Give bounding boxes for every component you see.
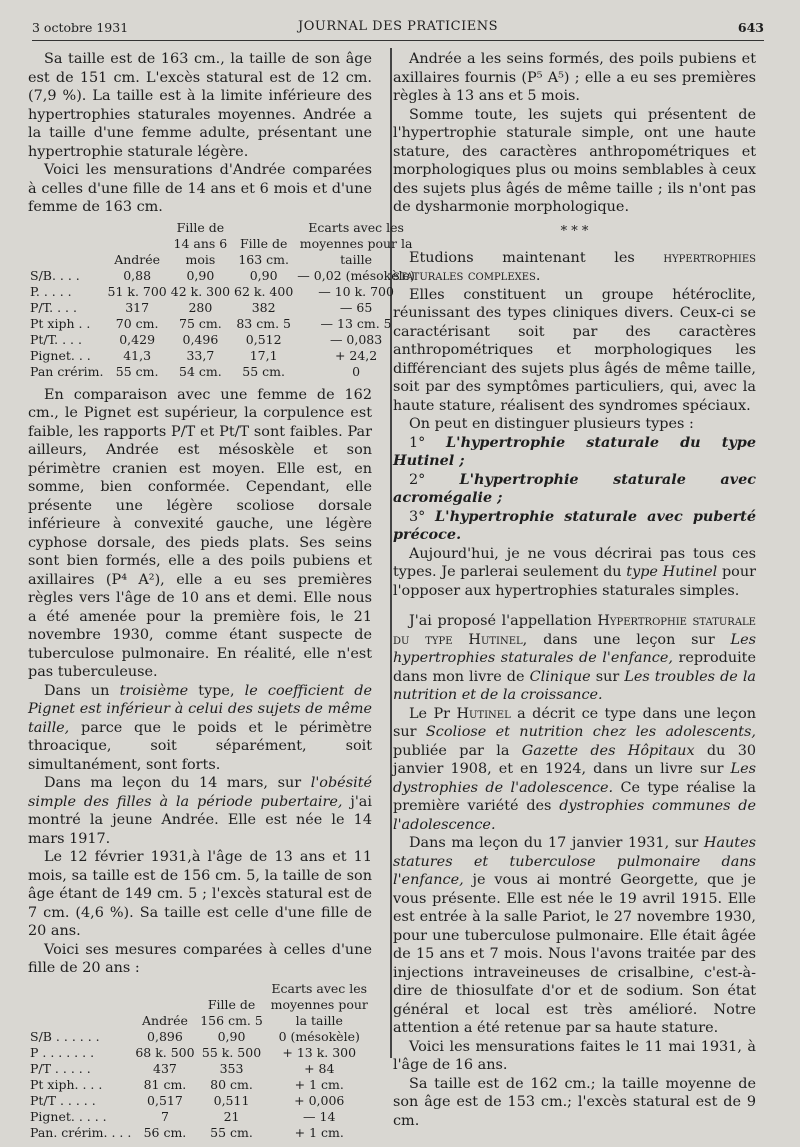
table-cell: — 10 k. 700 bbox=[318, 283, 394, 299]
text-run: a décrit ce type dans une leçon sur bbox=[393, 705, 757, 740]
table-cell: — 65 bbox=[339, 299, 373, 315]
list-text: L'hypertrophie staturale avec acromégalie ; bbox=[393, 470, 756, 506]
table-cell: 70 cm. bbox=[115, 315, 159, 331]
table-cell: 83 cm. 5 bbox=[236, 315, 291, 331]
list-text: L'hypertrophie staturale avec puberté précoce. bbox=[393, 507, 756, 543]
list-number: 1° bbox=[409, 434, 447, 451]
row-label: P. . . . . bbox=[30, 283, 72, 299]
text-run: je vous ai montré Georgette, que je vous présente. Elle est née le 19 avril 1915. Elle est entrée à la salle Pariot, le 27 novembre 1930, pour une tuberculose pulmonaire. Elle était âgée de 15 ans et 7 mois. Nous l'avons traitée par des injections intraveineuses de crisalbine, c'est-à-dire de thiosulfate d'or et de sodium. Son état général et local est très amélioré. Notre attention a été retenue par sa haute stature. bbox=[393, 872, 756, 1036]
paragraph bbox=[393, 545, 756, 601]
row-label: Pt/T. . . . bbox=[30, 331, 82, 347]
list-item bbox=[393, 508, 756, 545]
text-run: Etudions maintenant les bbox=[409, 249, 635, 266]
row-label: Pan. crérim. . . . bbox=[30, 1124, 132, 1140]
table-cell: — 14 bbox=[303, 1108, 336, 1124]
table-cell: 0,511 bbox=[213, 1092, 250, 1108]
table-cell: 0,517 bbox=[147, 1092, 183, 1108]
table-cell: 382 bbox=[251, 299, 276, 315]
list-text: L'hypertrophie staturale du type Hutinel ; bbox=[393, 433, 756, 469]
list-item bbox=[393, 471, 756, 508]
text-run: publiée par la bbox=[393, 742, 510, 759]
text-run: J'ai proposé l'appellation bbox=[409, 613, 592, 629]
column-header bbox=[28, 220, 106, 268]
text-run: du 30 janvier 1908, et en 1924, dans un livre sur bbox=[393, 742, 757, 777]
table-cell: 0,512 bbox=[245, 331, 282, 347]
page-header bbox=[32, 14, 764, 41]
row-label: S/B . . . . . . bbox=[30, 1028, 100, 1044]
table-cell: + 1 cm. bbox=[294, 1124, 344, 1140]
table-cell: 0,90 bbox=[217, 1028, 246, 1044]
measurements-table-2 bbox=[28, 981, 372, 1141]
column-header: Fille de 163 cm. bbox=[238, 235, 289, 267]
text-run: Aujourd'hui, je ne vous décrirai pas tous ces types. Je parlerai seulement du bbox=[393, 545, 756, 580]
row-label: Pt xiph. . . . bbox=[30, 1076, 103, 1092]
column-header: Ecarts avec les moyennes pour la taille bbox=[299, 219, 413, 267]
text-run: Scoliose et nutrition chez les adolescents, bbox=[425, 724, 756, 740]
row-label: Pignet. . . . . bbox=[30, 1108, 107, 1124]
table-cell: 317 bbox=[125, 299, 150, 315]
issue-date: 3 octobre 1931 bbox=[32, 20, 129, 35]
paragraph bbox=[393, 612, 756, 705]
table-cell: + 84 bbox=[304, 1060, 335, 1076]
table-cell: 33,7 bbox=[186, 347, 215, 363]
row-label: Pan crérim. bbox=[30, 363, 104, 379]
table-cell: 68 k. 500 bbox=[135, 1044, 195, 1060]
table-row bbox=[28, 364, 417, 380]
row-label: S/B. . . . bbox=[30, 267, 80, 283]
text-run: pour l'opposer aux hypertrophies staturales simples. bbox=[393, 564, 756, 599]
measurements-table-1 bbox=[28, 220, 417, 380]
table-row bbox=[28, 348, 417, 364]
table-cell: + 13 k. 300 bbox=[282, 1044, 357, 1060]
text-run: sur bbox=[595, 668, 620, 685]
spacer bbox=[393, 600, 756, 612]
section-separator: * * * bbox=[560, 223, 589, 239]
table-cell: 80 cm. bbox=[210, 1076, 253, 1092]
left-column bbox=[28, 50, 415, 1147]
right-column bbox=[393, 50, 756, 1130]
paragraph: Sa taille est de 162 cm.; la taille moyenne de son âge est de 153 cm.; l'excès statural est de 9 cm. bbox=[393, 1075, 756, 1129]
table-row bbox=[28, 1093, 372, 1109]
text-run: Hutinel bbox=[456, 705, 511, 722]
paragraph: En comparaison avec une femme de 162 cm., le Pignet est supérieur, la corpulence est faible, les rapports P/T et Pt/T sont faibles. Par ailleurs, Andrée est mésoskèle et son périmètre cranien est moyen. Elle est, en somme, bien conformée. Cependant, elle présente une légère scoliose dorsale inférieure à convexité gauche, une légère cyphose dorsale, des pieds plats. Ses seins sont bien formés, elle a des poils pubiens et axillaires (P⁴ A²), elle a eu ses premières règles vers l'âge de 10 ans et demi. Elle nous a été amenée pour la première fois, le 21 novembre 1930, comme étant suspecte de tuberculose pulmonaire. En réalité, elle n'est pas tuberculeuse. bbox=[28, 386, 372, 680]
table-cell: 51 k. 700 bbox=[107, 283, 167, 299]
table-cell: 0,896 bbox=[147, 1028, 183, 1044]
text-run: Gazette des Hôpitaux bbox=[521, 742, 695, 759]
paragraph: Elles constituent un groupe hétéroclite, réunissant des types cliniques divers. Ceux-ci se caractérisant soit par des caractères anthropométriques et morphologiques les différenciant des sujets plus âgés de même taille, soit par des symptômes particuliers, qui, avec la haute stature, réalisent des syndromes spéciaux. bbox=[393, 286, 756, 414]
table-cell: 75 cm. bbox=[179, 315, 222, 331]
paragraph bbox=[393, 834, 756, 1038]
row-label: P/T . . . . . bbox=[30, 1060, 91, 1076]
table-cell: + 1 cm. bbox=[294, 1076, 344, 1092]
row-label: Pignet. . . bbox=[30, 347, 91, 363]
table-header bbox=[28, 981, 372, 1029]
table-cell: 0,429 bbox=[119, 331, 156, 347]
table-cell: 0,88 bbox=[123, 267, 152, 283]
text-run: l'obésité simple des filles à la période pubertaire, bbox=[28, 775, 372, 810]
list-number: 3° bbox=[409, 508, 436, 525]
text-run: Dans ma leçon du 14 mars, sur bbox=[44, 775, 302, 791]
row-label: Pt/T . . . . . bbox=[30, 1092, 96, 1108]
text-run: dystrophies communes de l'adolescence. bbox=[393, 798, 756, 833]
table-body bbox=[28, 268, 417, 380]
table-cell: — 13 cm. 5 bbox=[320, 315, 392, 331]
table-cell: 81 cm. bbox=[143, 1076, 187, 1092]
table-row bbox=[28, 332, 417, 348]
text-run: type Hutinel bbox=[626, 564, 718, 580]
paragraph: On peut en distinguer plusieurs types : bbox=[409, 416, 694, 432]
text-run: Les hypertrophies staturales de l'enfance, bbox=[393, 631, 756, 666]
table-cell: + 24,2 bbox=[334, 347, 378, 363]
paragraph: Voici les mensurations d'Andrée comparées à celles d'une fille de 14 ans et 6 mois et d'une femme de 163 cm. bbox=[28, 162, 372, 215]
table-header-row bbox=[28, 981, 372, 1029]
table-row bbox=[28, 268, 417, 284]
table-cell: 0,496 bbox=[182, 331, 219, 347]
text-run: j'ai montré la jeune Andrée. Elle est née le 14 mars 1917. bbox=[28, 793, 372, 847]
table-cell: 0 (mésokèle) bbox=[278, 1028, 360, 1044]
table-cell: 17,1 bbox=[249, 347, 278, 363]
text-run: type, bbox=[198, 682, 235, 699]
text-run: Ce type réalise la première variété des bbox=[393, 779, 757, 814]
paragraph: Voici ses mesures comparées à celles d'une fille de 20 ans : bbox=[28, 941, 372, 976]
table-row bbox=[28, 1029, 372, 1045]
table-row bbox=[28, 300, 417, 316]
paragraph bbox=[28, 682, 372, 775]
paragraph: Sa taille est de 163 cm., la taille de son âge est de 151 cm. L'excès statural est de 12 cm. (7,9 %). La taille est à la limite inférieure des hypertrophies staturales moyennes. Andrée a la taille d'une femme adulte, présentant une hypertrophie staturale légère. bbox=[28, 51, 372, 160]
table-cell: + 0,006 bbox=[294, 1092, 345, 1108]
text-run: Hautes statures et tuberculose pulmonaire dans l'enfance, bbox=[393, 835, 756, 888]
table-cell: — 0,02 (mésokèle) bbox=[297, 267, 415, 283]
paragraph bbox=[393, 705, 756, 835]
list-item bbox=[393, 434, 756, 471]
table-body bbox=[28, 1029, 372, 1141]
table-cell: 0 bbox=[352, 363, 361, 379]
table-cell: 437 bbox=[153, 1060, 177, 1076]
table-header bbox=[28, 220, 417, 268]
text-run: parce que le poids et le périmètre throacique, soit séparément, soit simultanément, sont forts. bbox=[28, 719, 372, 773]
column-header: Fille de 156 cm. 5 bbox=[200, 996, 263, 1028]
text-run: Le Pr bbox=[409, 705, 451, 722]
table-cell: 7 bbox=[160, 1108, 169, 1124]
text-run: hypertrophies staturales complexes. bbox=[393, 249, 756, 284]
row-label: P . . . . . . . bbox=[30, 1044, 95, 1060]
column-header: Ecarts avec les moyennes pour la taille bbox=[270, 980, 368, 1028]
paragraph: Somme toute, les sujets qui présentent de l'hypertrophie staturale simple, ont une haute stature, des caractères anthropométriques et morphologiques plus ou moins semblables à ceux des sujets plus âgés de même taille ; ils n'ont pas de dysharmonie morphologique. bbox=[393, 106, 756, 215]
column-header bbox=[28, 981, 133, 1029]
text-run: Clinique bbox=[529, 668, 591, 685]
column-divider bbox=[390, 48, 392, 1058]
row-label: P/T. . . . bbox=[30, 299, 77, 315]
paragraph bbox=[28, 774, 372, 848]
table-header-row bbox=[28, 220, 417, 268]
text-run: Dans ma leçon du 17 janvier 1931, sur bbox=[409, 835, 699, 851]
table-cell: 41,3 bbox=[123, 347, 152, 363]
table-cell: 21 bbox=[223, 1108, 240, 1124]
column-header: Andrée bbox=[142, 1012, 188, 1028]
table-row bbox=[28, 1061, 372, 1077]
text-run: Hypertrophie staturale du type Hutinel, bbox=[393, 613, 756, 648]
table-cell: — 0,083 bbox=[329, 331, 383, 347]
table-row bbox=[28, 316, 417, 332]
table-cell: 42 k. 300 bbox=[170, 283, 231, 299]
paragraph: Andrée a les seins formés, des poils pubiens et axillaires fournis (P⁵ A⁵) ; elle a eu ses premières règles à 13 ans et 5 mois. bbox=[393, 51, 756, 104]
table-row bbox=[28, 1109, 372, 1125]
journal-title: JOURNAL DES PRATICIENS bbox=[298, 19, 498, 34]
table-cell: 55 cm. bbox=[242, 363, 286, 379]
table-row bbox=[28, 284, 417, 300]
table-cell: 54 cm. bbox=[179, 363, 222, 379]
text-run: Les dystrophies de l'adolescence. bbox=[393, 761, 756, 796]
paragraph: Voici les mensurations faites le 11 mai 1931, à l'âge de 16 ans. bbox=[393, 1038, 756, 1073]
text-run: Dans un bbox=[44, 682, 110, 699]
row-label: Pt xiph . . bbox=[30, 315, 91, 331]
text-run: reproduite dans mon livre de bbox=[393, 650, 756, 685]
table-cell: 353 bbox=[219, 1060, 244, 1076]
text-run: le coefficient de Pignet est inférieur à celui des sujets de même taille, bbox=[28, 682, 372, 736]
paragraph: Le 12 février 1931,à l'âge de 13 ans et 11 mois, sa taille est de 156 cm. 5, la taille de son âge étant de 149 cm. 5 ; l'excès statural est de 7 cm. (4,6 %). Sa taille est celle d'une fille de 20 ans. bbox=[28, 849, 372, 939]
list-number: 2° bbox=[409, 471, 460, 488]
column-header: Andrée bbox=[114, 251, 161, 267]
table-cell: 55 k. 500 bbox=[201, 1044, 262, 1060]
paragraph bbox=[393, 249, 756, 286]
text-run: troisième bbox=[119, 682, 189, 699]
table-cell: 55 cm. bbox=[115, 363, 159, 379]
table-cell: 62 k. 400 bbox=[234, 283, 294, 299]
text-run: dans une leçon sur bbox=[543, 631, 715, 648]
table-row bbox=[28, 1077, 372, 1093]
table-cell: 56 cm. bbox=[143, 1124, 187, 1140]
table-row bbox=[28, 1125, 372, 1141]
table-cell: 55 cm. bbox=[210, 1124, 253, 1140]
table-row bbox=[28, 1045, 372, 1061]
table-cell: 0,90 bbox=[186, 267, 215, 283]
page-number: 643 bbox=[737, 20, 764, 35]
table-cell: 280 bbox=[188, 299, 213, 315]
text-run: Les troubles de la nutrition et de la croissance. bbox=[393, 668, 757, 703]
column-header: Fille de 14 ans 6 mois bbox=[173, 219, 228, 267]
table-cell: 0,90 bbox=[249, 267, 278, 283]
